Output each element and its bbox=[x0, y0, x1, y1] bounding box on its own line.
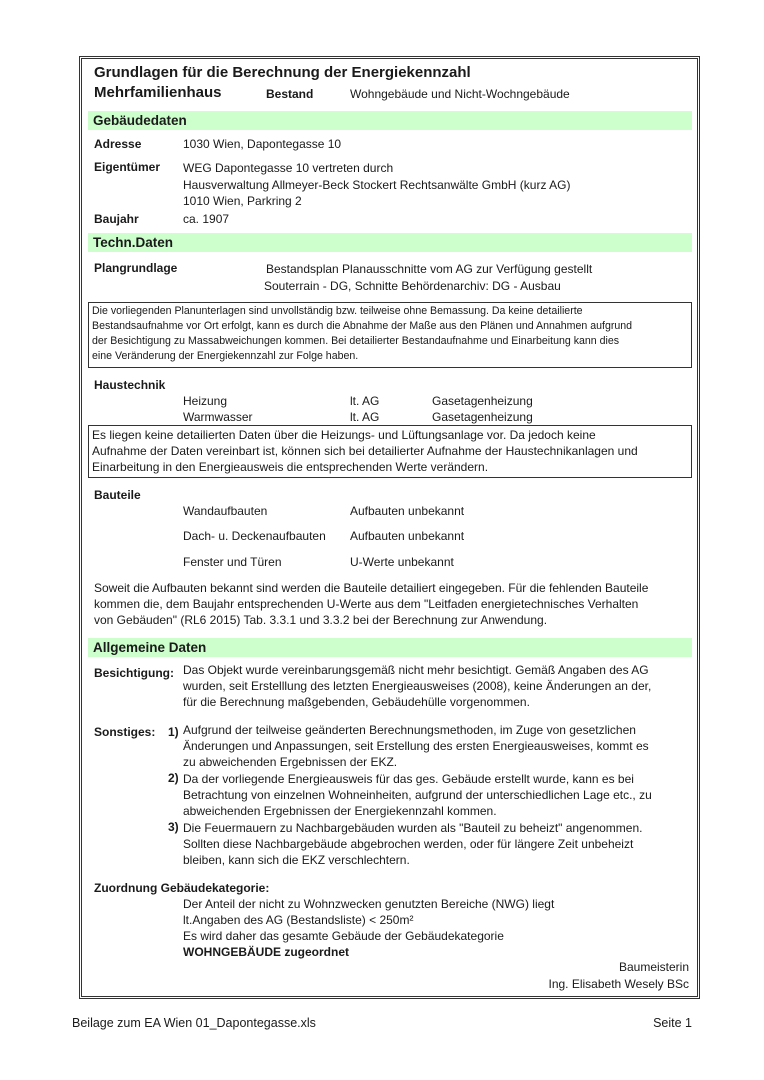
haustechnik-note-line: Aufnahme der Daten vereinbart ist, können sich bei detailierter Aufnahme der Haustechnikanlagen und bbox=[92, 444, 638, 458]
haustechnik-note-box bbox=[88, 425, 692, 478]
baujahr-value: ca. 1907 bbox=[183, 212, 230, 226]
plan-note-line: Die vorliegenden Planunterlagen sind unvollständig bzw. teilweise ohne Bemassung. Da keine detailierte bbox=[92, 305, 583, 317]
bauteil-name: Wandaufbauten bbox=[183, 504, 268, 518]
signature-role: Baumeisterin bbox=[618, 960, 689, 974]
zuordnung-line: lt.Angaben des AG (Bestandsliste) < 250m² bbox=[183, 913, 414, 927]
besichtigung-line: wurden, seit Erstelllung des letzten Energieausweises (2008), keine Änderungen an der, bbox=[183, 679, 652, 693]
warmwasser-value: Gasetagenheizung bbox=[432, 410, 533, 424]
eigentuemer-line: Hausverwaltung Allmeyer-Beck Stockert Rechtsanwälte GmbH (kurz AG) bbox=[183, 177, 571, 192]
section-allgemeine-daten: Allgemeine Daten bbox=[88, 638, 692, 657]
signature-name: Ing. Elisabeth Wesely BSc bbox=[548, 977, 689, 991]
besichtigung-label: Besichtigung: bbox=[94, 666, 174, 680]
plan-note-line: Bestandsaufnahme vor Ort erfolgt, kann es durch die Abnahme der Maße aus den Plänen und Annahmen aufgrund bbox=[92, 320, 633, 332]
heizung-name: Heizung bbox=[183, 394, 228, 408]
sonstiges-item-number: 2) bbox=[168, 771, 179, 785]
bauteil-name: Dach- u. Deckenaufbauten bbox=[183, 529, 326, 543]
building-usage: Wohngebäude und Nicht-Wochngebäude bbox=[350, 87, 570, 101]
eigentuemer-label: Eigentümer bbox=[94, 160, 161, 174]
heizung-source: lt. AG bbox=[350, 394, 380, 408]
bauteil-value: U-Werte unbekannt bbox=[350, 555, 454, 569]
section-gebaeudedaten: Gebäudedaten bbox=[88, 111, 692, 130]
plangrundlage-value bbox=[266, 261, 592, 294]
footer-filename: Beilage zum EA Wien 01_Dapontegasse.xls bbox=[72, 1016, 316, 1030]
building-type: Mehrfamilienhaus bbox=[94, 84, 222, 101]
bauteile-text bbox=[94, 580, 648, 628]
sonstiges-line: abweichenden Ergebnissen der Energiekennzahl kommen. bbox=[183, 804, 497, 818]
bauteile-text-line: von Gebäuden" (RL6 2015) Tab. 3.3.1 und 3.3.2 bei der Berechnung zur Anwendung. bbox=[94, 613, 548, 627]
sonstiges-item bbox=[183, 722, 649, 770]
sonstiges-line: Änderungen und Anpassungen, seit Erstellung des ersten Energieausweises, kommt es bbox=[183, 739, 649, 753]
sonstiges-line: bleiben, kann sich die EKZ verschlechtern. bbox=[183, 853, 410, 867]
sonstiges-item-number: 3) bbox=[168, 820, 179, 834]
plangrundlage-line: Souterrain - DG, Schnitte Behördenarchiv: DG - Ausbau bbox=[264, 278, 561, 293]
sonstiges-line: Da der vorliegende Energieausweis für das ges. Gebäude erstellt wurde, kann es bei bbox=[183, 772, 634, 786]
eigentuemer-line: 1010 Wien, Parkring 2 bbox=[183, 194, 302, 208]
plangrundlage-label: Plangrundlage bbox=[94, 261, 178, 275]
haustechnik-note-line: Es liegen keine detailierten Daten über die Heizungs- und Lüftungsanlage vor. Da jedoch keine bbox=[92, 428, 596, 442]
eigentuemer-line: WEG Dapontegasse 10 vertreten durch bbox=[183, 161, 394, 175]
bauteil-value: Aufbauten unbekannt bbox=[350, 529, 465, 543]
plan-note-line: eine Veränderung der Energiekennzahl zur Folge haben. bbox=[92, 350, 359, 362]
sonstiges-label: Sonstiges: bbox=[94, 725, 156, 739]
bauteil-name: Fenster und Türen bbox=[183, 555, 282, 569]
plan-note-line: der Besichtigung zu Massabweichungen kommen. Bei detailierter Bestandaufnahme und Einarbeitung kann dies bbox=[92, 335, 620, 347]
sonstiges-line: Sollten diese Nachbargebäude abgebrochen werden, oder für längere Zeit unbeheizt bbox=[183, 837, 634, 851]
zuordnung-line: Es wird daher das gesamte Gebäude der Gebäudekategorie bbox=[183, 929, 504, 943]
sonstiges-item-number: 1) bbox=[168, 725, 179, 739]
bauteile-text-line: Soweit die Aufbauten bekannt sind werden die Bauteile detailiert eingegeben. Für die fehlenden Bauteile bbox=[94, 581, 649, 595]
footer-page-number: Seite 1 bbox=[653, 1016, 692, 1030]
zuordnung-label: Zuordnung Gebäudekategorie: bbox=[94, 881, 270, 895]
sonstiges-line: Aufgrund der teilweise geänderten Berechnungsmethoden, im Zuge von gesetzlichen bbox=[183, 723, 636, 737]
zuordnung-line: Der Anteil der nicht zu Wohnzwecken genutzten Bereiche (NWG) liegt bbox=[183, 897, 555, 911]
warmwasser-name: Warmwasser bbox=[183, 410, 253, 424]
bauteile-heading: Bauteile bbox=[94, 488, 141, 502]
bauteil-value: Aufbauten unbekannt bbox=[350, 504, 465, 518]
besichtigung-line: für die Berechnung maßgebenden, Gebäudehülle vorgenommen. bbox=[183, 695, 530, 709]
besichtigung-text bbox=[183, 662, 651, 710]
besichtigung-line: Das Objekt wurde vereinbarungsgemäß nicht mehr besichtigt. Gemäß Angaben des AG bbox=[183, 663, 649, 677]
sonstiges-line: Die Feuermauern zu Nachbargebäuden wurden als "Bauteil zu beheizt" angenommen. bbox=[183, 821, 643, 835]
eigentuemer-value bbox=[183, 160, 570, 210]
document-frame bbox=[79, 56, 700, 999]
adresse-label: Adresse bbox=[94, 137, 142, 151]
plan-note-box bbox=[88, 302, 692, 368]
baujahr-label: Baujahr bbox=[94, 212, 139, 226]
sonstiges-line: zu abweichenden Ergebnissen der EKZ. bbox=[183, 755, 398, 769]
warmwasser-source: lt. AG bbox=[350, 410, 380, 424]
plangrundlage-line: Bestandsplan Planausschnitte vom AG zur Verfügung gestellt bbox=[266, 262, 593, 276]
adresse-value: 1030 Wien, Dapontegasse 10 bbox=[183, 137, 342, 151]
haustechnik-note-line: Einarbeitung in den Energieausweis die entsprechenden Werte verändern. bbox=[92, 460, 489, 474]
sonstiges-item bbox=[183, 771, 652, 819]
sonstiges-item bbox=[183, 820, 642, 868]
zuordnung-result: WOHNGEBÄUDE zugeordnet bbox=[183, 945, 349, 959]
building-status: Bestand bbox=[266, 87, 314, 101]
zuordnung-text bbox=[183, 896, 554, 960]
section-techn-daten: Techn.Daten bbox=[88, 233, 692, 252]
document-title: Grundlagen für die Berechnung der Energiekennzahl bbox=[94, 64, 471, 81]
haustechnik-heading: Haustechnik bbox=[94, 378, 166, 392]
heizung-value: Gasetagenheizung bbox=[432, 394, 533, 408]
sonstiges-line: Betrachtung von einzelnen Wohneinheiten, aufgrund der unterschiedlichen Lage etc., zu bbox=[183, 788, 652, 802]
bauteile-text-line: kommen die, dem Baujahr entsprechenden U-Werte aus dem "Leitfaden energietechnisches Verhalten bbox=[94, 597, 639, 611]
